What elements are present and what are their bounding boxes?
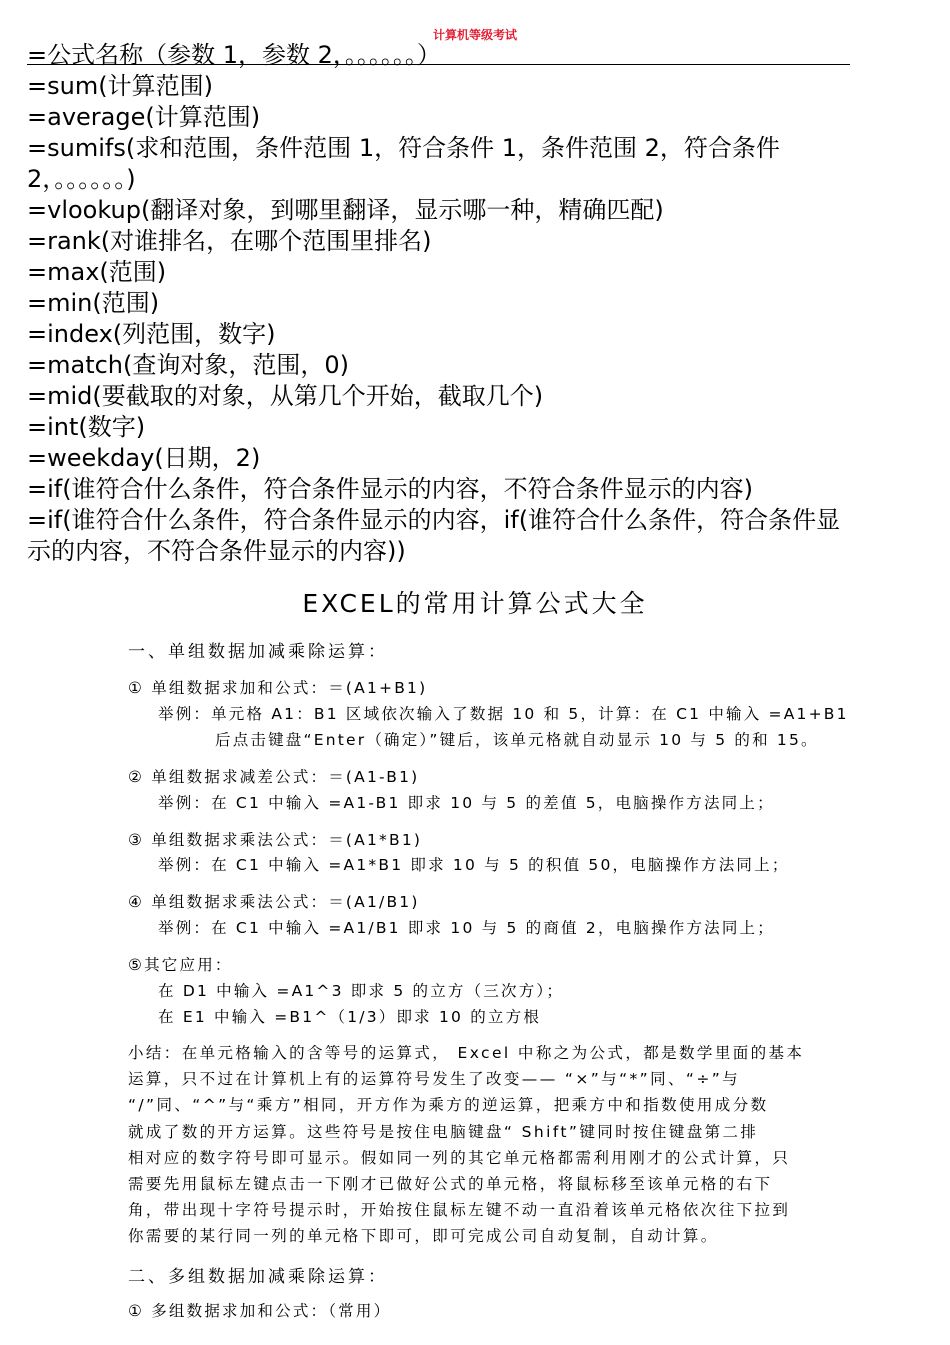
- summary-line: 需要先用鼠标左键点击一下刚才已做好公式的单元格，将鼠标移至该单元格的右下: [128, 1175, 773, 1194]
- item-2-example: 举例：在 C1 中输入 =A1-B1 即求 10 与 5 的差值 5，电脑操作方法同上；: [158, 794, 775, 812]
- summary-paragraph: [128, 1040, 828, 1250]
- summary-line: 就成了数的开方运算。这些符号是按住电脑键盘“ Shift”键同时按住键盘第二排: [128, 1122, 759, 1141]
- page-header: 计算机等级考试: [432, 28, 517, 42]
- formula-line: =weekday(日期，2): [27, 444, 261, 472]
- formula-line: =if(谁符合什么条件，符合条件显示的内容，不符合条件显示的内容): [27, 475, 753, 503]
- formula-line: =max(范围): [27, 258, 167, 286]
- summary-line: 角，带出现十字符号提示时，开始按住鼠标左键不动一直沿着该单元格依次往下拉到: [128, 1201, 791, 1220]
- formula-line: =int(数字): [27, 413, 146, 441]
- formula-list: [27, 40, 927, 567]
- summary-line: “/”同、“^”与“乘方”相同，开方作为乘方的逆运算，把乘方中和指数使用成分数: [128, 1096, 769, 1115]
- formula-line: =index(列范围，数字): [27, 320, 276, 348]
- formula-line: =match(查询对象，范围，0): [27, 351, 350, 379]
- section-heading-1: 一、单组数据加减乘除运算：: [128, 642, 388, 662]
- item-1-label: ① 单组数据求加和公式：＝(A1+B1): [128, 679, 428, 697]
- item-3-example: 举例：在 C1 中输入 =A1*B1 即求 10 与 5 的积值 50，电脑操作方法同上；: [158, 856, 790, 874]
- formula-line: 2，。。。。。。): [27, 165, 136, 193]
- formula-line: =rank(对谁排名，在哪个范围里排名): [27, 227, 432, 255]
- section-heading-2: 二、多组数据加减乘除运算：: [128, 1267, 388, 1287]
- summary-line: 相对应的数字符号即可显示。假如同一列的其它单元格都需利用刚才的公式计算，只: [128, 1148, 791, 1167]
- formula-line: 示的内容，不符合条件显示的内容)): [27, 537, 406, 565]
- formula-line: =vlookup(翻译对象，到哪里翻译，显示哪一种，精确匹配): [27, 196, 664, 224]
- item-4-label: ④ 单组数据求乘法公式：＝(A1/B1): [128, 893, 420, 911]
- item-5-example-cont: 在 E1 中输入 =B1^（1/3）即求 10 的立方根: [158, 1008, 542, 1026]
- summary-line: 运算，只不过在计算机上有的运算符号发生了改变—— “×”与“*”同、“÷”与: [128, 1070, 741, 1089]
- formula-line: =sumifs(求和范围，条件范围 1，符合条件 1，条件范围 2，符合条件: [27, 134, 780, 162]
- document-title: EXCEL的常用计算公式大全: [302, 589, 648, 618]
- summary-line: 你需要的某行同一列的单元格下即可，即可完成公司自动复制，自动计算。: [128, 1227, 719, 1246]
- section-2-item-1: ① 多组数据求加和公式：（常用）: [128, 1302, 392, 1320]
- item-1-example-cont: 后点击键盘“Enter（确定）”键后，该单元格就自动显示 10 与 5 的和 15。: [215, 731, 819, 749]
- formula-line: =min(范围): [27, 289, 160, 317]
- item-3-label: ③ 单组数据求乘法公式：＝(A1*B1): [128, 831, 423, 849]
- formula-line: =if(谁符合什么条件，符合条件显示的内容，if(谁符合什么条件，符合条件显: [27, 506, 841, 534]
- summary-line: 小结：在单元格输入的含等号的运算式， Excel 中称之为公式，都是数学里面的基本: [128, 1044, 805, 1062]
- item-5-example: 在 D1 中输入 =A1^3 即求 5 的立方（三次方）；: [158, 982, 565, 1000]
- formula-line: =mid(要截取的对象，从第几个开始，截取几个): [27, 382, 544, 410]
- item-4-example: 举例：在 C1 中输入 =A1/B1 即求 10 与 5 的商值 2，电脑操作方法同上；: [158, 919, 775, 937]
- formula-line: =公式名称（参数 1，参数 2，。。。。。。）: [27, 41, 441, 69]
- item-5-label: ⑤其它应用：: [128, 956, 233, 974]
- item-2-label: ② 单组数据求减差公式：＝(A1-B1): [128, 768, 420, 786]
- formula-line: =sum(计算范围): [27, 72, 213, 100]
- item-1-example: 举例：单元格 A1：B1 区域依次输入了数据 10 和 5，计算：在 C1 中输入 =A1+B1: [158, 705, 849, 723]
- formula-line: =average(计算范围): [27, 103, 261, 131]
